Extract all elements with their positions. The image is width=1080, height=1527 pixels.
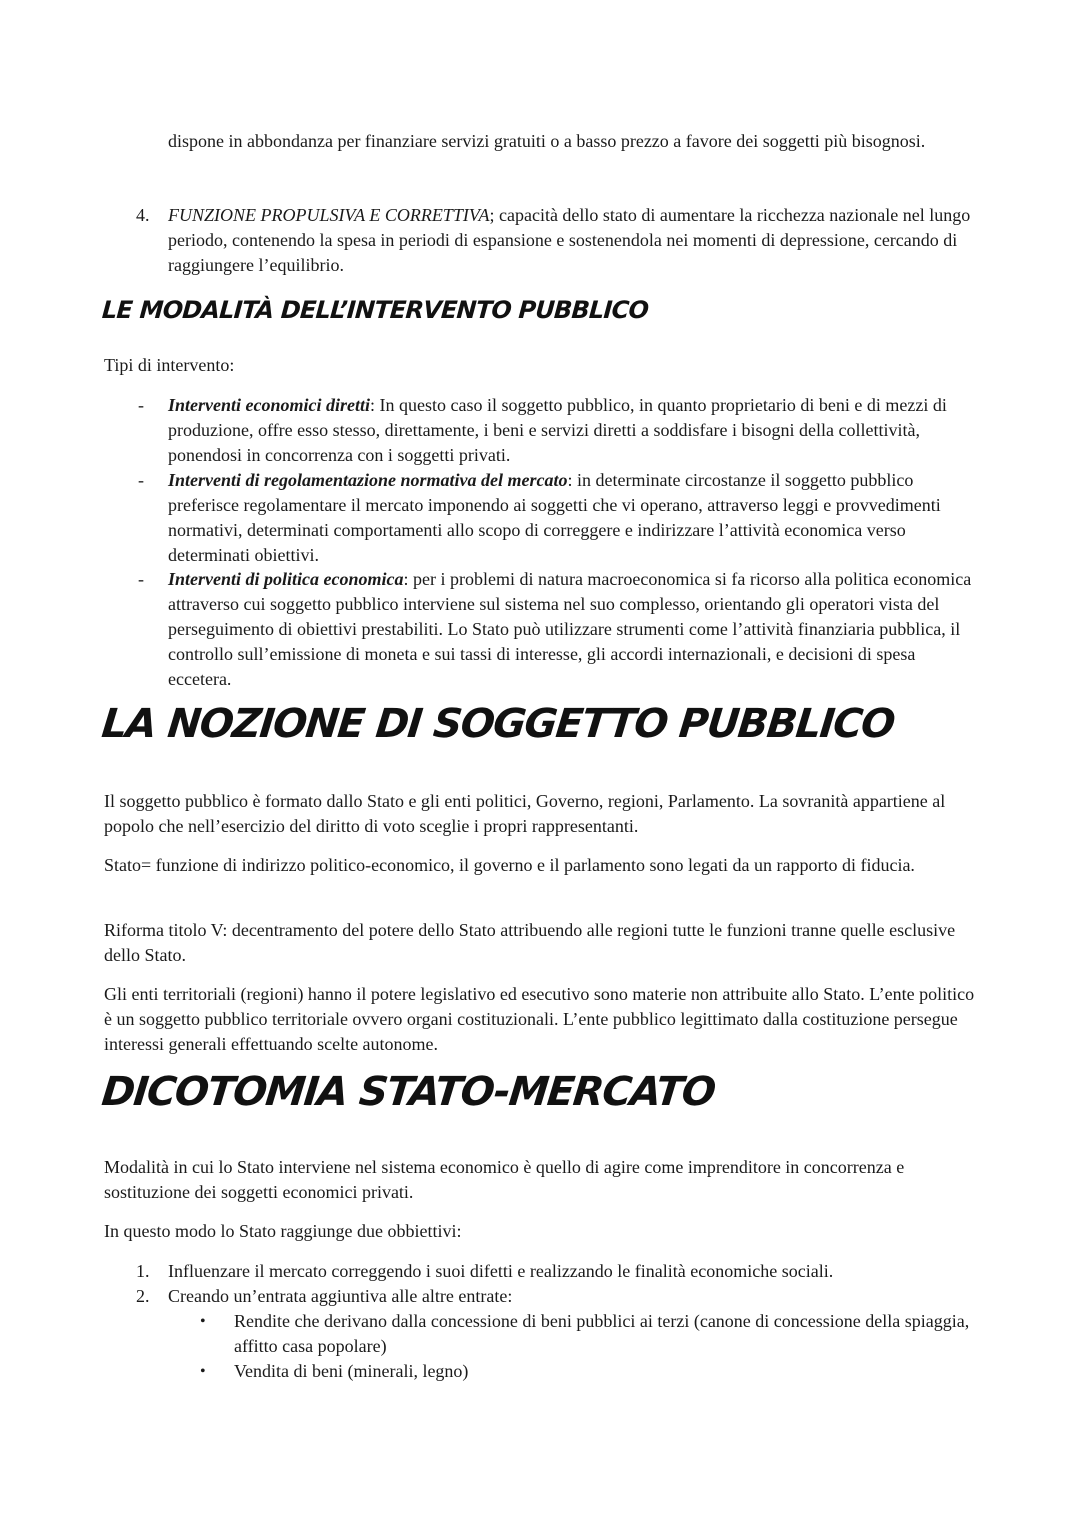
bullet-item-body: Vendita di beni (minerali, legno): [234, 1361, 469, 1381]
bullet-marker: •: [200, 1363, 206, 1380]
dash-marker: -: [138, 470, 144, 490]
heading-dicotomia: DICOTOMIA STATO-MERCATO: [99, 1069, 717, 1115]
paragraph: Riforma titolo V: decentramento del potere dello Stato attribuendo alle regioni tutte le funzioni tranne quelle esclusive dello Stato.: [104, 920, 956, 965]
item-text: : in determinate circostanze il soggetto pubblico preferisce regolamentare il mercato imponendo ai soggetti che vi operano, attraverso leggi e provvedimenti normativi, determinati comportamenti allo scopo di correggere e indirizzare l’attività economica verso determinati obiettivi.: [168, 470, 941, 565]
list-item-body: [168, 567, 980, 692]
paragraph: Stato= funzione di indirizzo politico-economico, il governo e il parlamento sono legati da un rapporto di fiducia.: [104, 855, 915, 875]
numbered-item-body: Influenzare il mercato correggendo i suoi difetti e realizzando le finalità economiche sociali.: [168, 1261, 834, 1281]
list-number: 1.: [136, 1261, 150, 1281]
paragraph: Il soggetto pubblico è formato dallo Stato e gli enti politici, Governo, regioni, Parlamento. La sovranità appartiene al popolo che nell’esercizio del diritto di voto sceglie i propri rappresentanti.: [104, 791, 946, 836]
dash-marker: -: [138, 569, 144, 589]
dash-marker: -: [138, 395, 144, 415]
heading-modalita: LE MODALITÀ DELL’INTERVENTO PUBBLICO: [101, 296, 650, 324]
item-title: Interventi di politica economica: [168, 569, 404, 589]
item-title: Interventi economici diretti: [168, 395, 370, 415]
list-item-body: [168, 468, 980, 568]
paragraph: Gli enti territoriali (regioni) hanno il potere legislativo ed esecutivo sono materie non attribuite allo Stato. L’ente politico è un soggetto pubblico territoriale ovvero organi costituzionali. L’ente pubblico legittimato dalla costituzione persegue interessi generali effettuando scelte autonome.: [104, 984, 975, 1054]
item-text: : per i problemi di natura macroeconomica si fa ricorso alla politica economica attraverso cui soggetto pubblico interviene sul sistema nel suo complesso, orientando gli operatori vista del perseguimento di obiettivi prestabiliti. Lo Stato può utilizzare strumenti come l’attività finanziaria pubblica, il controllo sull’emissione di moneta e sui tassi di interesse, gli accordi internazionali, e decisioni di spesa eccetera.: [168, 569, 972, 689]
list-number: 2.: [136, 1286, 150, 1306]
top-paragraph: dispone in abbondanza per finanziare servizi gratuiti o a basso prezzo a favore dei soggetti più bisognosi.: [168, 131, 926, 151]
numbered-item-body: Creando un’entrata aggiuntiva alle altre entrate:: [168, 1286, 513, 1306]
heading-nozione: LA NOZIONE DI SOGGETTO PUBBLICO: [99, 701, 897, 747]
intro-text: Tipi di intervento:: [104, 355, 235, 375]
numbered-item-body: [168, 203, 980, 278]
bullet-item-body: Rendite che derivano dalla concessione di beni pubblici ai terzi (canone di concessione della spiaggia, affitto casa popolare): [234, 1311, 970, 1356]
item-text: : In questo caso il soggetto pubblico, in quanto proprietario di beni e di mezzi di produzione, offre esso stesso, direttamente, i beni e servizi diretti a soddisfare i bisogni della collettività, ponendosi in concorrenza con i soggetti privati.: [168, 395, 947, 465]
list-number: 4.: [136, 205, 150, 225]
list-item-body: [168, 393, 980, 468]
paragraph: Modalità in cui lo Stato interviene nel sistema economico è quello di agire come imprenditore in concorrenza e sostituzione dei soggetti economici privati.: [104, 1157, 905, 1202]
bullet-marker: •: [200, 1313, 206, 1330]
paragraph: In questo modo lo Stato raggiunge due obbiettivi:: [104, 1221, 462, 1241]
item-title: FUNZIONE PROPULSIVA E CORRETTIVA: [168, 205, 490, 225]
item-text: ; capacità dello stato di aumentare la ricchezza nazionale nel lungo periodo, contenendo la spesa in periodi di espansione e sostenendola nei momenti di depressione, cercando di raggiungere l’equilibrio.: [168, 205, 971, 275]
item-title: Interventi di regolamentazione normativa del mercato: [168, 470, 568, 490]
